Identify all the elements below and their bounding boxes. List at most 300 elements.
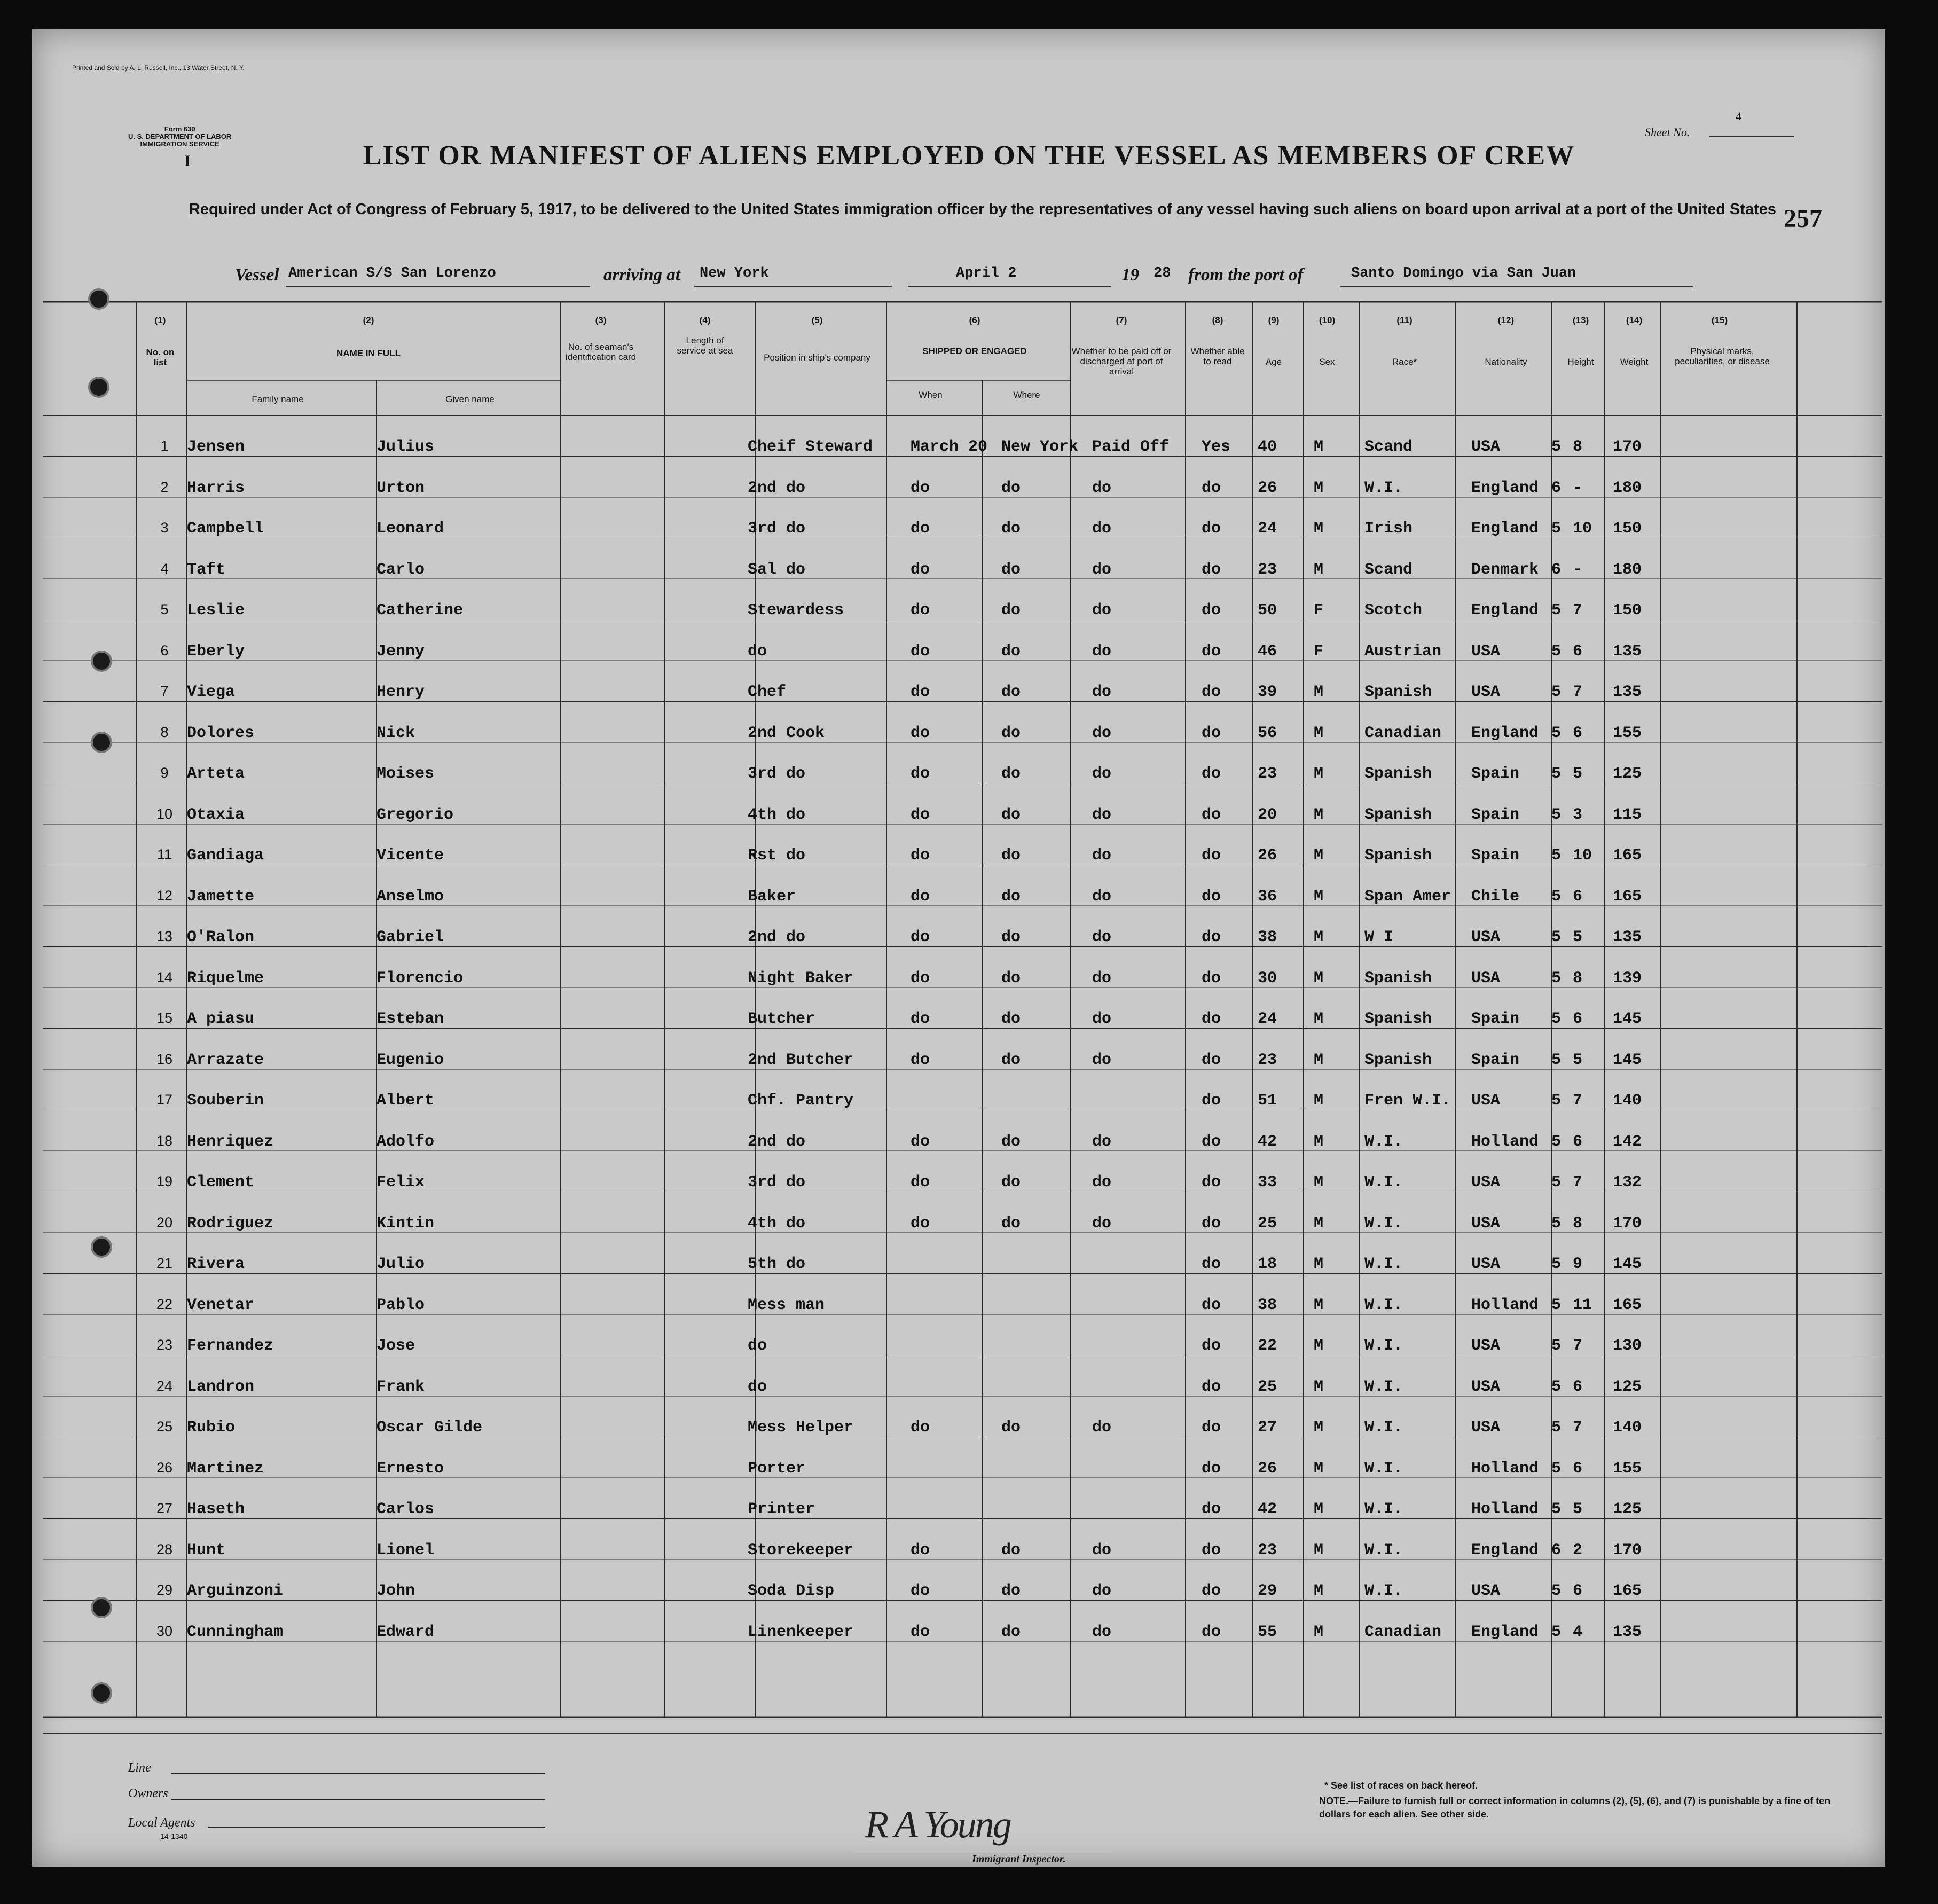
header-given-name: Given name <box>445 394 495 404</box>
able-to-read: do <box>1202 1623 1221 1641</box>
row-number: 12 <box>156 887 173 904</box>
age: 39 <box>1258 683 1277 701</box>
weight: 135 <box>1613 928 1642 946</box>
age: 46 <box>1258 642 1277 661</box>
header-paid-off: Whether to be paid off or discharged at port of arrival <box>1071 346 1172 377</box>
weight: 145 <box>1613 1255 1642 1273</box>
row-number: 20 <box>156 1214 173 1231</box>
weight: 170 <box>1613 1214 1642 1233</box>
family-name: Campbell <box>187 520 264 538</box>
height-inches: 10 <box>1573 847 1592 865</box>
age: 50 <box>1258 601 1277 620</box>
height-feet: 5 <box>1551 1132 1562 1151</box>
shipped-when: do <box>911 847 930 865</box>
weight: 165 <box>1613 1582 1642 1600</box>
age: 36 <box>1258 887 1277 906</box>
height-feet: 5 <box>1551 969 1562 988</box>
manifest-sheet <box>32 29 1885 1867</box>
given-name: Gabriel <box>376 928 444 946</box>
sex: M <box>1314 1582 1324 1600</box>
nationality: USA <box>1471 1255 1501 1273</box>
header-position: Position in ship's company <box>764 352 870 363</box>
able-to-read: do <box>1202 724 1221 742</box>
header-nationality: Nationality <box>1485 357 1527 367</box>
family-name: Taft <box>187 560 226 579</box>
header-when: When <box>919 390 943 400</box>
col-num: (5) <box>811 315 823 325</box>
sheet-number-line <box>1709 136 1794 137</box>
height-feet: 5 <box>1551 520 1562 538</box>
age: 38 <box>1258 1296 1277 1314</box>
row-number: 13 <box>156 928 173 944</box>
age: 25 <box>1258 1377 1277 1396</box>
row-number: 4 <box>160 560 169 577</box>
age: 23 <box>1258 1051 1277 1069</box>
shipped-where: do <box>1001 847 1021 865</box>
age: 42 <box>1258 1500 1277 1518</box>
sex: M <box>1314 887 1324 906</box>
nationality: Chile <box>1471 887 1520 906</box>
nationality: England <box>1471 724 1539 742</box>
nationality: USA <box>1471 1377 1501 1396</box>
race: Spanish <box>1364 1010 1432 1028</box>
race: W.I. <box>1364 1337 1403 1355</box>
sex: M <box>1314 1337 1324 1355</box>
family-name: Dolores <box>187 724 255 742</box>
given-name: Julius <box>376 438 435 456</box>
row-number: 27 <box>156 1500 173 1516</box>
race: Spanish <box>1364 805 1432 824</box>
punch-hole <box>91 1236 112 1258</box>
paid-off: do <box>1092 724 1112 742</box>
family-name: Eberly <box>187 642 245 661</box>
paid-off: do <box>1092 805 1112 824</box>
race: Scotch <box>1364 601 1423 620</box>
race: W.I. <box>1364 1541 1403 1560</box>
able-to-read: do <box>1202 928 1221 946</box>
arriving-port-line <box>694 286 892 287</box>
form-mark: I <box>184 152 191 170</box>
able-to-read: do <box>1202 887 1221 906</box>
height-inches: 11 <box>1573 1296 1592 1314</box>
family-name: Henriquez <box>187 1132 274 1151</box>
sex: M <box>1314 1296 1324 1314</box>
height-inches: 7 <box>1573 1419 1583 1437</box>
sex: F <box>1314 642 1324 661</box>
sex: M <box>1314 1132 1324 1151</box>
height-inches: 6 <box>1573 724 1583 742</box>
nationality: England <box>1471 1541 1539 1560</box>
sex: M <box>1314 1255 1324 1273</box>
row-number: 18 <box>156 1132 173 1149</box>
sex: M <box>1314 765 1324 783</box>
height-feet: 6 <box>1551 560 1562 579</box>
row-number: 5 <box>160 601 169 617</box>
page-subtitle: Required under Act of Congress of February 5, 1917, to be delivered to the United States immigration officer by the representatives of any vessel having such aliens on board upon arrival at a port of the United States <box>189 201 1777 218</box>
height-feet: 5 <box>1551 1377 1562 1396</box>
row-number: 2 <box>160 479 169 495</box>
header-race: Race* <box>1392 357 1417 367</box>
row-number: 22 <box>156 1296 173 1312</box>
header-family-name: Family name <box>252 394 304 404</box>
age: 24 <box>1258 520 1277 538</box>
col-num: (4) <box>699 315 711 325</box>
race: Fren W.I. <box>1364 1092 1451 1110</box>
arriving-port: New York <box>700 265 769 281</box>
height-feet: 6 <box>1551 1541 1562 1560</box>
family-name: Leslie <box>187 601 245 620</box>
age: 23 <box>1258 560 1277 579</box>
height-inches: 2 <box>1573 1541 1583 1560</box>
able-to-read: do <box>1202 969 1221 988</box>
height-feet: 5 <box>1551 1255 1562 1273</box>
sex: M <box>1314 560 1324 579</box>
paid-off: do <box>1092 928 1112 946</box>
paid-off: do <box>1092 560 1112 579</box>
row-number: 24 <box>156 1377 173 1394</box>
family-name: Martinez <box>187 1459 264 1478</box>
sheet-label: Sheet No. <box>1645 126 1690 139</box>
height-inches: 6 <box>1573 1582 1583 1600</box>
row-number: 9 <box>160 765 169 781</box>
given-name: Leonard <box>376 520 444 538</box>
shipped-when: do <box>911 1051 930 1069</box>
family-name: Arguinzoni <box>187 1582 284 1600</box>
arriving-label: arriving at <box>603 265 680 285</box>
race: W.I. <box>1364 1500 1403 1518</box>
footer-agents-rule <box>208 1827 545 1828</box>
sex: M <box>1314 928 1324 946</box>
nationality: USA <box>1471 1092 1501 1110</box>
nationality: Holland <box>1471 1459 1539 1478</box>
paid-off: do <box>1092 969 1112 988</box>
family-name: Venetar <box>187 1296 255 1314</box>
race: Span Amer <box>1364 887 1451 906</box>
sex: M <box>1314 438 1324 456</box>
shipped-where: do <box>1001 969 1021 988</box>
height-feet: 5 <box>1551 1214 1562 1233</box>
position: 2nd do <box>748 479 806 497</box>
height-feet: 5 <box>1551 1173 1562 1192</box>
age: 22 <box>1258 1337 1277 1355</box>
nationality: Holland <box>1471 1296 1539 1314</box>
sex: M <box>1314 1377 1324 1396</box>
nationality: USA <box>1471 642 1501 661</box>
able-to-read: do <box>1202 1010 1221 1028</box>
page-title: LIST OR MANIFEST OF ALIENS EMPLOYED ON THE VESSEL AS MEMBERS OF CREW <box>363 140 1575 171</box>
height-feet: 5 <box>1551 642 1562 661</box>
given-name: Carlos <box>376 1500 435 1518</box>
age: 25 <box>1258 1214 1277 1233</box>
sheet-number: 4 <box>1736 109 1741 123</box>
race: Spanish <box>1364 683 1432 701</box>
height-feet: 5 <box>1551 1051 1562 1069</box>
family-name: Landron <box>187 1377 255 1396</box>
given-name: Lionel <box>376 1541 435 1560</box>
col-num: (10) <box>1319 315 1336 325</box>
height-feet: 5 <box>1551 1092 1562 1110</box>
family-name: Cunningham <box>187 1623 284 1641</box>
nationality: USA <box>1471 1173 1501 1192</box>
race: W.I. <box>1364 1173 1403 1192</box>
family-name: Jamette <box>187 887 255 906</box>
age: 42 <box>1258 1132 1277 1151</box>
given-name: Julio <box>376 1255 425 1273</box>
height-inches: 6 <box>1573 1459 1583 1478</box>
shipped-where: do <box>1001 1051 1021 1069</box>
shipped-when: do <box>911 642 930 661</box>
weight: 180 <box>1613 560 1642 579</box>
printer-line: Printed and Sold by A. L. Russell, Inc., 13 Water Street, N. Y. <box>72 64 245 72</box>
height-inches: 5 <box>1573 1500 1583 1518</box>
age: 55 <box>1258 1623 1277 1641</box>
race: W.I. <box>1364 1459 1403 1478</box>
paid-off: do <box>1092 1010 1112 1028</box>
paid-off: do <box>1092 847 1112 865</box>
height-inches: 6 <box>1573 1010 1583 1028</box>
able-to-read: do <box>1202 1459 1221 1478</box>
height-inches: 5 <box>1573 928 1583 946</box>
height-inches: 7 <box>1573 1173 1583 1192</box>
given-name: Oscar Gilde <box>376 1419 483 1437</box>
sex: M <box>1314 1541 1324 1560</box>
paid-off: do <box>1092 520 1112 538</box>
shipped-when: do <box>911 1214 930 1233</box>
able-to-read: do <box>1202 1132 1221 1151</box>
nationality: England <box>1471 479 1539 497</box>
nationality: Holland <box>1471 1500 1539 1518</box>
height-inches: 6 <box>1573 1132 1583 1151</box>
given-name: Eugenio <box>376 1051 444 1069</box>
sex: M <box>1314 724 1324 742</box>
weight: 165 <box>1613 847 1642 865</box>
height-inches: 8 <box>1573 969 1583 988</box>
height-feet: 5 <box>1551 1623 1562 1641</box>
able-to-read: do <box>1202 520 1221 538</box>
weight: 135 <box>1613 1623 1642 1641</box>
position: 2nd Cook <box>748 724 825 742</box>
sex: M <box>1314 847 1324 865</box>
sex: M <box>1314 520 1324 538</box>
family-name: Souberin <box>187 1092 264 1110</box>
race: W.I. <box>1364 1582 1403 1600</box>
age: 23 <box>1258 765 1277 783</box>
height-feet: 5 <box>1551 928 1562 946</box>
header-seaman-id: No. of seaman's identification card <box>565 342 637 362</box>
shipped-when: do <box>911 805 930 824</box>
sex: M <box>1314 1173 1324 1192</box>
height-feet: 5 <box>1551 1500 1562 1518</box>
row-number: 26 <box>156 1459 173 1476</box>
shipped-where: do <box>1001 1582 1021 1600</box>
given-name: Vicente <box>376 847 444 865</box>
shipped-where: do <box>1001 887 1021 906</box>
age: 40 <box>1258 438 1277 456</box>
age: 20 <box>1258 805 1277 824</box>
shipped-when: do <box>911 1623 930 1641</box>
height-inches: - <box>1573 479 1583 497</box>
shipped-where: do <box>1001 1214 1021 1233</box>
paid-off: do <box>1092 642 1112 661</box>
shipped-where: do <box>1001 560 1021 579</box>
age: 29 <box>1258 1582 1277 1600</box>
shipped-where: do <box>1001 724 1021 742</box>
able-to-read: do <box>1202 765 1221 783</box>
given-name: Anselmo <box>376 887 444 906</box>
from-port: Santo Domingo via San Juan <box>1351 265 1576 281</box>
footer-line-label: Line <box>128 1761 151 1775</box>
age: 30 <box>1258 969 1277 988</box>
row-number: 30 <box>156 1623 173 1639</box>
paid-off: do <box>1092 1582 1112 1600</box>
able-to-read: do <box>1202 642 1221 661</box>
race: Spanish <box>1364 1051 1432 1069</box>
shipped-where: do <box>1001 479 1021 497</box>
height-feet: 5 <box>1551 1419 1562 1437</box>
height-feet: 5 <box>1551 1582 1562 1600</box>
height-inches: 5 <box>1573 1051 1583 1069</box>
height-feet: 5 <box>1551 1010 1562 1028</box>
weight: 180 <box>1613 479 1642 497</box>
paid-off: do <box>1092 683 1112 701</box>
weight: 145 <box>1613 1010 1642 1028</box>
paid-off: do <box>1092 1173 1112 1192</box>
weight: 140 <box>1613 1419 1642 1437</box>
sex: M <box>1314 1214 1324 1233</box>
height-feet: 5 <box>1551 1296 1562 1314</box>
height-inches: 9 <box>1573 1255 1583 1273</box>
race: W I <box>1364 928 1394 946</box>
family-name: Jensen <box>187 438 245 456</box>
given-name: Catherine <box>376 601 464 620</box>
punch-hole <box>91 1682 112 1704</box>
sex: M <box>1314 969 1324 988</box>
row-number: 1 <box>160 438 169 454</box>
sex: F <box>1314 601 1324 620</box>
given-name: Pablo <box>376 1296 425 1314</box>
able-to-read: do <box>1202 1541 1221 1560</box>
row-number: 17 <box>156 1092 173 1108</box>
col-num: (3) <box>595 315 607 325</box>
given-name: Jose <box>376 1337 415 1355</box>
position: 3rd do <box>748 765 806 783</box>
shipped-when: do <box>911 1173 930 1192</box>
arrival-year: 28 <box>1154 265 1171 281</box>
height-feet: 5 <box>1551 438 1562 456</box>
row-number: 21 <box>156 1255 173 1271</box>
punch-hole <box>91 1597 112 1618</box>
paid-off: do <box>1092 765 1112 783</box>
penalty-note: NOTE.—Failure to furnish full or correct information in columns (2), (5), (6), and (7) is punishable by a fine of ten dollars for each alien. See other side. <box>1319 1796 1831 1820</box>
col-num: (11) <box>1396 315 1413 325</box>
shipped-where: do <box>1001 520 1021 538</box>
header-able-read: Whether able to read <box>1190 346 1245 366</box>
col-num: (1) <box>154 315 166 325</box>
shipped-when: do <box>911 724 930 742</box>
position: Stewardess <box>748 601 844 620</box>
height-inches: 4 <box>1573 1623 1583 1641</box>
position: Chf. Pantry <box>748 1092 854 1110</box>
sex: M <box>1314 1010 1324 1028</box>
paid-off: do <box>1092 1541 1112 1560</box>
family-name: Arrazate <box>187 1051 264 1069</box>
race: W.I. <box>1364 1377 1403 1396</box>
family-name: Hunt <box>187 1541 226 1560</box>
shipped-when: do <box>911 887 930 906</box>
from-port-label: from the port of <box>1188 265 1304 285</box>
height-inches: 6 <box>1573 887 1583 906</box>
weight: 125 <box>1613 1377 1642 1396</box>
arrival-date: April 2 <box>956 265 1017 281</box>
shipped-when: do <box>911 1419 930 1437</box>
age: 26 <box>1258 847 1277 865</box>
position: Cheif Steward <box>748 438 873 456</box>
nationality: USA <box>1471 1582 1501 1600</box>
race: Scand <box>1364 438 1413 456</box>
header-where: Where <box>1013 390 1040 400</box>
paid-off: Paid Off <box>1092 438 1170 456</box>
shipped-where: do <box>1001 1623 1021 1641</box>
height-feet: 5 <box>1551 1337 1562 1355</box>
header-no-on-list: No. on list <box>146 347 175 367</box>
height-inches: 5 <box>1573 765 1583 783</box>
position: Sal do <box>748 560 806 579</box>
race: Scand <box>1364 560 1413 579</box>
able-to-read: do <box>1202 805 1221 824</box>
shipped-when: do <box>911 479 930 497</box>
weight: 115 <box>1613 805 1642 824</box>
able-to-read: do <box>1202 601 1221 620</box>
position: do <box>748 1377 767 1396</box>
race: Canadian <box>1364 724 1442 742</box>
col-num: (12) <box>1497 315 1515 325</box>
sex: M <box>1314 1623 1324 1641</box>
weight: 140 <box>1613 1092 1642 1110</box>
shipped-where: do <box>1001 1541 1021 1560</box>
given-name: John <box>376 1582 415 1600</box>
sex: M <box>1314 683 1324 701</box>
able-to-read: do <box>1202 1500 1221 1518</box>
nationality: Denmark <box>1471 560 1539 579</box>
able-to-read: do <box>1202 1051 1221 1069</box>
family-name: O'Ralon <box>187 928 255 946</box>
sex: M <box>1314 1500 1324 1518</box>
position: Mess Helper <box>748 1419 854 1437</box>
col-num: (6) <box>969 315 980 325</box>
position: 5th do <box>748 1255 806 1273</box>
footer-owners-rule <box>171 1799 545 1800</box>
position: Linenkeeper <box>748 1623 854 1641</box>
family-name: A piasu <box>187 1010 255 1028</box>
shipped-where: do <box>1001 683 1021 701</box>
row-number: 19 <box>156 1173 173 1189</box>
paid-off: do <box>1092 1419 1112 1437</box>
able-to-read: do <box>1202 1296 1221 1314</box>
sex: M <box>1314 1419 1324 1437</box>
nationality: Spain <box>1471 1051 1520 1069</box>
footer-line-rule <box>171 1773 545 1774</box>
nationality: USA <box>1471 438 1501 456</box>
from-port-line <box>1340 286 1693 287</box>
family-name: Rodriguez <box>187 1214 274 1233</box>
height-inches: 10 <box>1573 520 1592 538</box>
given-name: Ernesto <box>376 1459 444 1478</box>
height-inches: 7 <box>1573 1337 1583 1355</box>
year-label: 19 <box>1121 265 1139 285</box>
able-to-read: do <box>1202 1419 1221 1437</box>
height-inches: - <box>1573 560 1583 579</box>
row-number: 7 <box>160 683 169 699</box>
